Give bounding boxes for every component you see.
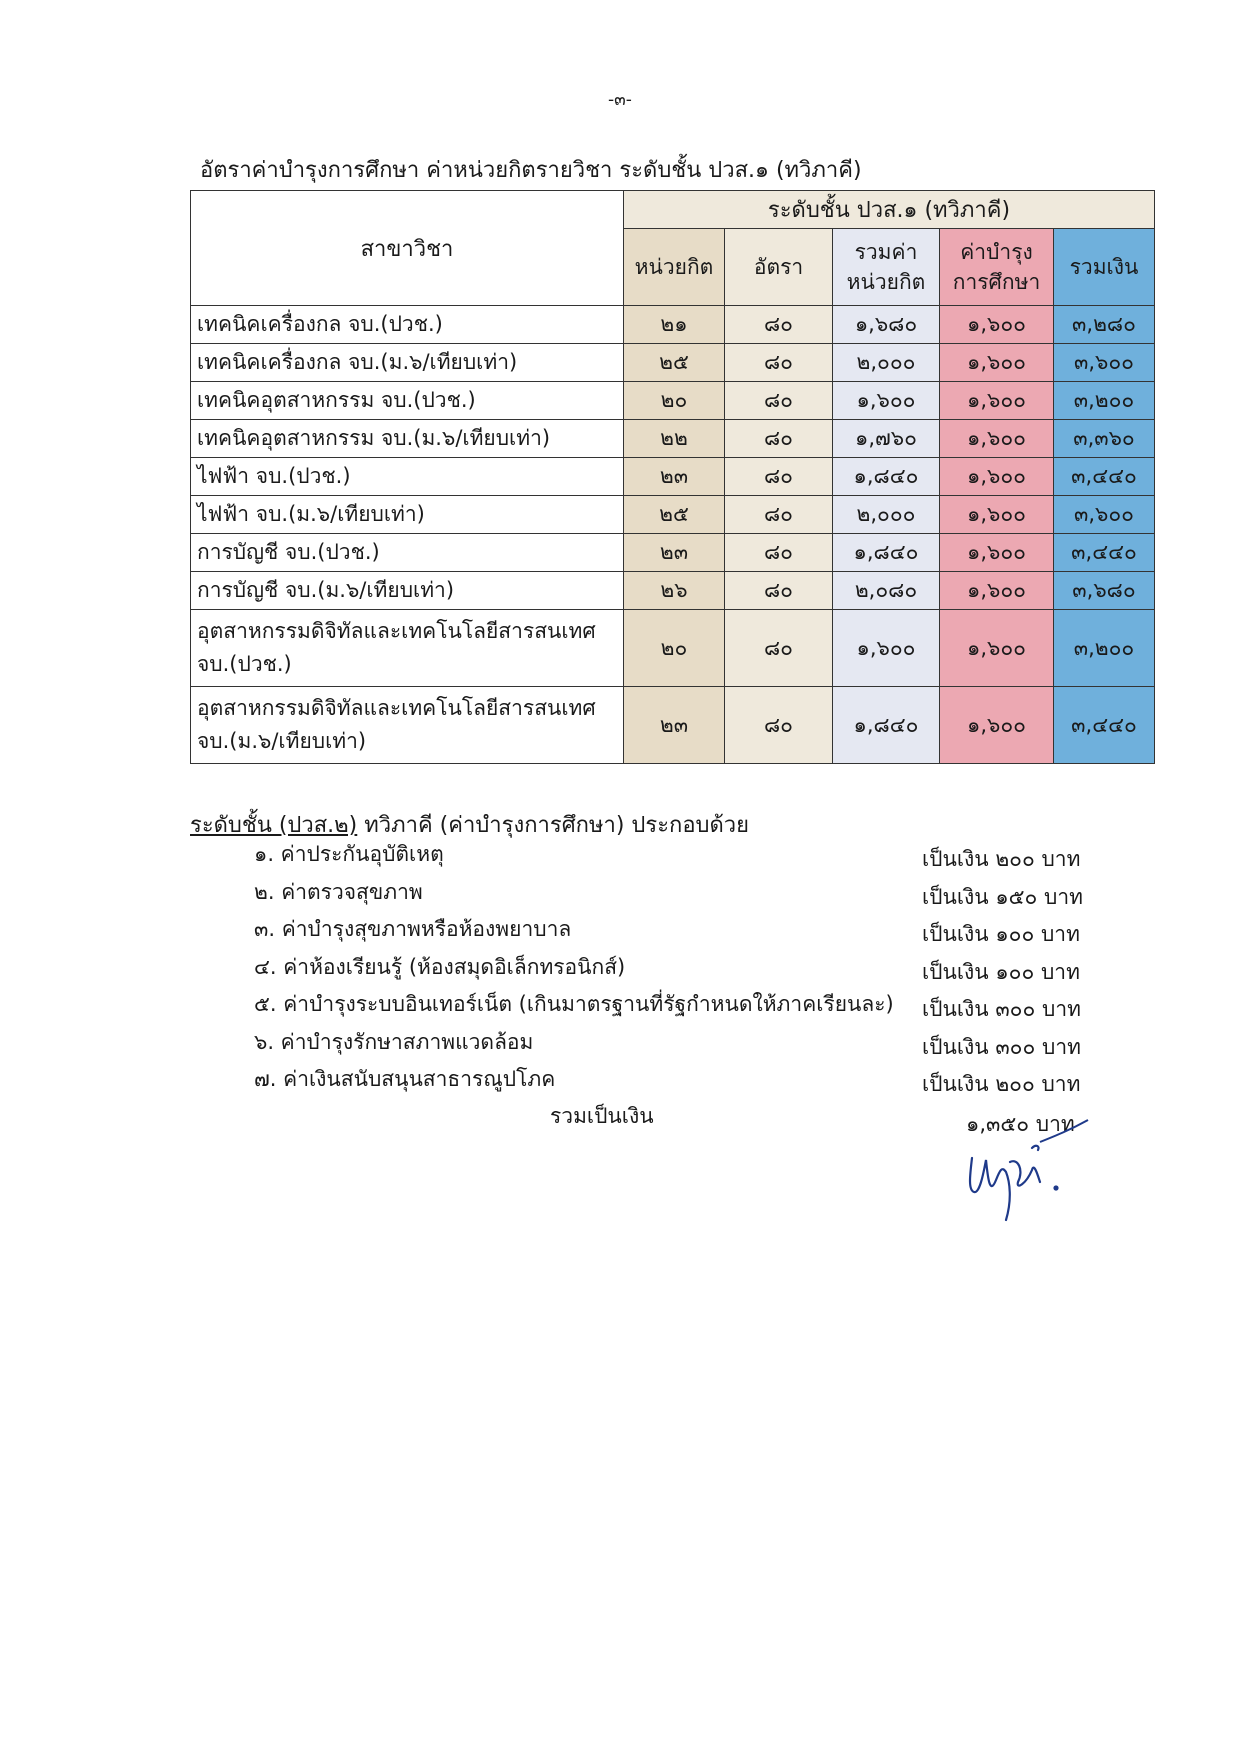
credit-sum-cell: ๒,๐๐๐ — [833, 496, 940, 534]
table-row — [191, 420, 1155, 458]
item-label: ๖. ค่าบำรุงรักษาสภาพแวดล้อม — [254, 1029, 534, 1054]
rate-cell: ๘๐ — [725, 496, 833, 534]
credit-sum-cell: ๑,๖๘๐ — [833, 306, 940, 344]
table-row — [191, 382, 1155, 420]
branch-name: อุตสาหกรรมดิจิทัลและเทคโนโลยีสารสนเทศ จบ.(ปวช.) — [191, 610, 624, 687]
table-row — [191, 344, 1155, 382]
branch-name: เทคนิคเครื่องกล จบ.(ปวช.) — [191, 306, 624, 344]
branch-name: อุตสาหกรรมดิจิทัลและเทคโนโลยีสารสนเทศ จบ.(ม.๖/เทียบเท่า) — [191, 687, 624, 764]
page-number: -๓- — [608, 90, 632, 110]
fee-cell: ๑,๖๐๐ — [940, 458, 1054, 496]
rate-cell: ๘๐ — [725, 420, 833, 458]
list-item — [254, 1026, 1100, 1064]
units-cell: ๒๒ — [624, 420, 725, 458]
branch-name: ไฟฟ้า จบ.(ม.๖/เทียบเท่า) — [191, 496, 624, 534]
section2-heading-rest: ทวิภาคี (ค่าบำรุงการศึกษา) ประกอบด้วย — [357, 813, 750, 838]
total-cell: ๓,๒๘๐ — [1054, 306, 1155, 344]
fee-cell: ๑,๖๐๐ — [940, 610, 1054, 687]
table-row — [191, 572, 1155, 610]
rate-cell: ๘๐ — [725, 687, 833, 764]
item-amount: เป็นเงิน ๓๐๐ บาท — [922, 1034, 1081, 1059]
branch-name: การบัญชี จบ.(ม.๖/เทียบเท่า) — [191, 572, 624, 610]
table-row — [191, 687, 1155, 764]
total-cell: ๓,๖๐๐ — [1054, 496, 1155, 534]
item-label: ๒. ค่าตรวจสุขภาพ — [254, 879, 423, 904]
credit-sum-cell: ๑,๘๔๐ — [833, 534, 940, 572]
credit-sum-cell: ๒,๐๐๐ — [833, 344, 940, 382]
units-cell: ๒๐ — [624, 610, 725, 687]
total-column-header: รวมเงิน — [1054, 229, 1155, 306]
fee-cell: ๑,๖๐๐ — [940, 382, 1054, 420]
rate-cell: ๘๐ — [725, 534, 833, 572]
table-row — [191, 306, 1155, 344]
units-cell: ๒๕ — [624, 344, 725, 382]
total-cell: ๓,๖๐๐ — [1054, 344, 1155, 382]
item-label: ๗. ค่าเงินสนับสนุนสาธารณูปโภค — [254, 1067, 556, 1091]
section2-level: ระดับชั้น (ปวส.๒) — [190, 813, 358, 838]
units-cell: ๒๓ — [624, 458, 725, 496]
branch-column-header: สาขาวิชา — [191, 191, 624, 306]
total-amount: ๑,๓๕๐ บาท — [966, 1112, 1075, 1136]
list-item — [254, 1063, 1100, 1101]
total-cell: ๓,๔๔๐ — [1054, 687, 1155, 764]
fee-cell: ๑,๖๐๐ — [940, 687, 1054, 764]
fee-item-list — [254, 838, 1100, 1101]
rate-cell: ๘๐ — [725, 382, 833, 420]
branch-name: เทคนิคอุตสาหกรรม จบ.(ม.๖/เทียบเท่า) — [191, 420, 624, 458]
fee-cell: ๑,๖๐๐ — [940, 344, 1054, 382]
total-cell: ๓,๖๘๐ — [1054, 572, 1155, 610]
units-cell: ๒๓ — [624, 534, 725, 572]
item-amount: เป็นเงิน ๑๕๐ บาท — [922, 884, 1084, 909]
table-row — [191, 610, 1155, 687]
total-label: รวมเป็นเงิน — [550, 1104, 654, 1128]
rate-cell: ๘๐ — [725, 458, 833, 496]
rate-cell: ๘๐ — [725, 572, 833, 610]
rate-cell: ๘๐ — [725, 306, 833, 344]
fee-cell: ๑,๖๐๐ — [940, 496, 1054, 534]
signature-stroke — [970, 1146, 1040, 1220]
signature-dot — [1053, 1185, 1058, 1190]
credit-sum-cell: ๒,๐๘๐ — [833, 572, 940, 610]
list-item — [254, 951, 1100, 989]
table-title: อัตราค่าบำรุงการศึกษา ค่าหน่วยกิตรายวิชา ระดับชั้น ปวส.๑ (ทวิภาคี) — [200, 158, 862, 183]
signature-image — [940, 1100, 1110, 1230]
table-row — [191, 496, 1155, 534]
credit-sum-cell: ๑,๗๖๐ — [833, 420, 940, 458]
group-header: ระดับชั้น ปวส.๑ (ทวิภาคี) — [624, 191, 1155, 229]
branch-name: เทคนิคเครื่องกล จบ.(ม.๖/เทียบเท่า) — [191, 344, 624, 382]
rate-column-header: อัตรา — [725, 229, 833, 306]
item-amount: เป็นเงิน ๓๐๐ บาท — [922, 997, 1081, 1021]
credit-sum-cell: ๑,๖๐๐ — [833, 382, 940, 420]
credit-sum-cell: ๑,๘๔๐ — [833, 458, 940, 496]
credit-sum-column-header: รวมค่า หน่วยกิต — [833, 229, 940, 306]
item-label: ๑. ค่าประกันอุบัติเหตุ — [254, 842, 444, 866]
units-column-header: หน่วยกิต — [624, 229, 725, 306]
fee-cell: ๑,๖๐๐ — [940, 572, 1054, 610]
fee-column-header: ค่าบำรุง การศึกษา — [940, 229, 1054, 306]
total-cell: ๓,๓๖๐ — [1054, 420, 1155, 458]
units-cell: ๒๓ — [624, 687, 725, 764]
branch-name: การบัญชี จบ.(ปวช.) — [191, 534, 624, 572]
item-amount: เป็นเงิน ๒๐๐ บาท — [922, 847, 1081, 871]
item-label: ๔. ค่าห้องเรียนรู้ (ห้องสมุดอิเล็กทรอนิกส์) — [254, 954, 626, 979]
table-row — [191, 534, 1155, 572]
credit-sum-cell: ๑,๘๔๐ — [833, 687, 940, 764]
branch-name: เทคนิคอุตสาหกรรม จบ.(ปวช.) — [191, 382, 624, 420]
units-cell: ๒๕ — [624, 496, 725, 534]
credit-sum-cell: ๑,๖๐๐ — [833, 610, 940, 687]
fee-cell: ๑,๖๐๐ — [940, 420, 1054, 458]
list-item — [254, 876, 1100, 914]
fee-cell: ๑,๖๐๐ — [940, 534, 1054, 572]
total-cell: ๓,๒๐๐ — [1054, 382, 1155, 420]
item-label: ๓. ค่าบำรุงสุขภาพหรือห้องพยาบาล — [254, 917, 572, 941]
units-cell: ๒๖ — [624, 572, 725, 610]
item-amount: เป็นเงิน ๑๐๐ บาท — [922, 959, 1080, 984]
item-label: ๕. ค่าบำรุงระบบอินเทอร์เน็ต (เกินมาตรฐานที่รัฐกำหนดให้ภาคเรียนละ) — [254, 992, 894, 1016]
units-cell: ๒๐ — [624, 382, 725, 420]
fee-cell: ๑,๖๐๐ — [940, 306, 1054, 344]
item-amount: เป็นเงิน ๑๐๐ บาท — [922, 922, 1080, 946]
section2-heading — [190, 807, 749, 842]
list-item — [254, 838, 1100, 876]
total-cell: ๓,๔๔๐ — [1054, 458, 1155, 496]
total-cell: ๓,๔๔๐ — [1054, 534, 1155, 572]
units-cell: ๒๑ — [624, 306, 725, 344]
table-row — [191, 458, 1155, 496]
fee-table — [190, 190, 1155, 764]
branch-name: ไฟฟ้า จบ.(ปวช.) — [191, 458, 624, 496]
list-item — [254, 988, 1100, 1026]
rate-cell: ๘๐ — [725, 344, 833, 382]
signature-stroke — [1040, 1120, 1088, 1142]
rate-cell: ๘๐ — [725, 610, 833, 687]
item-amount: เป็นเงิน ๒๐๐ บาท — [922, 1072, 1081, 1096]
total-cell: ๓,๒๐๐ — [1054, 610, 1155, 687]
list-item — [254, 913, 1100, 951]
